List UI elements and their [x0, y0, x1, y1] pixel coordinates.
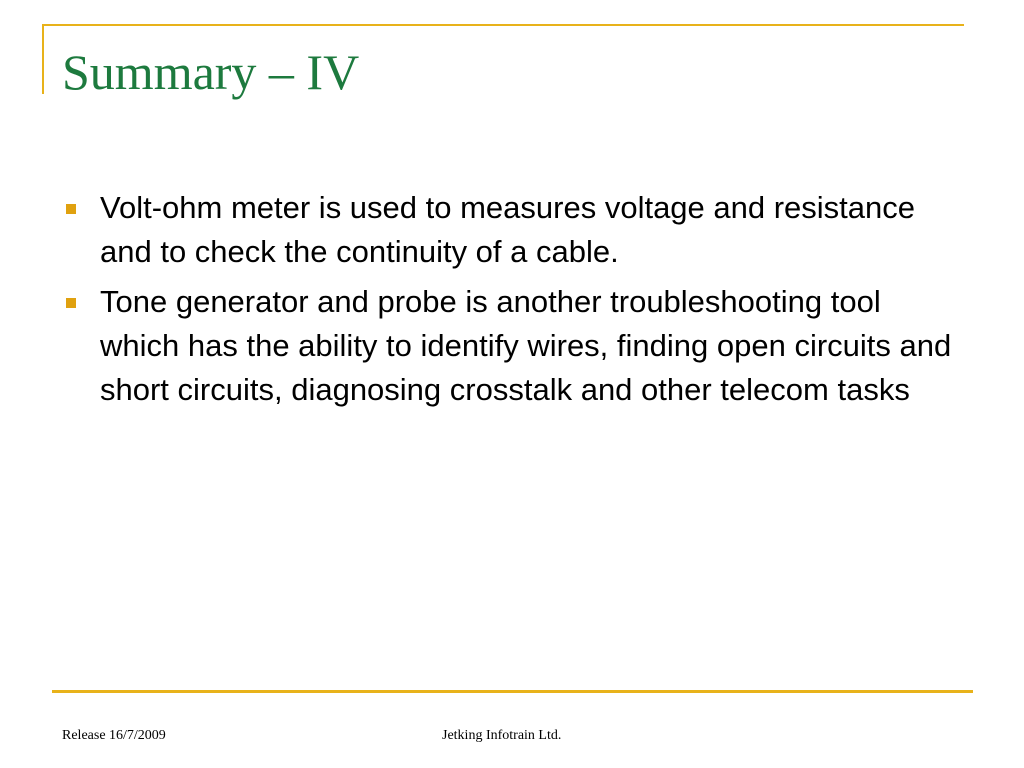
- bullet-item: [62, 186, 962, 274]
- footer-company: Jetking Infotrain Ltd.: [442, 728, 562, 743]
- bullet-list: [62, 186, 962, 418]
- square-bullet-icon: [66, 204, 76, 214]
- footer-release: Release 16/7/2009: [62, 728, 166, 743]
- slide-title: Summary – IV: [62, 44, 360, 100]
- bullet-text: Tone generator and probe is another troubleshooting tool which has the ability to identify wires, finding open circuits and short circuits, diagnosing crosstalk and other telecom tasks: [100, 284, 952, 407]
- square-bullet-icon: [66, 298, 76, 308]
- frame-top-line: [42, 24, 964, 26]
- bullet-text: Volt-ohm meter is used to measures voltage and resistance and to check the continuity of a cable.: [100, 190, 916, 269]
- footer-divider: [52, 690, 973, 693]
- bullet-item: [62, 280, 962, 412]
- frame-left-line: [42, 24, 44, 94]
